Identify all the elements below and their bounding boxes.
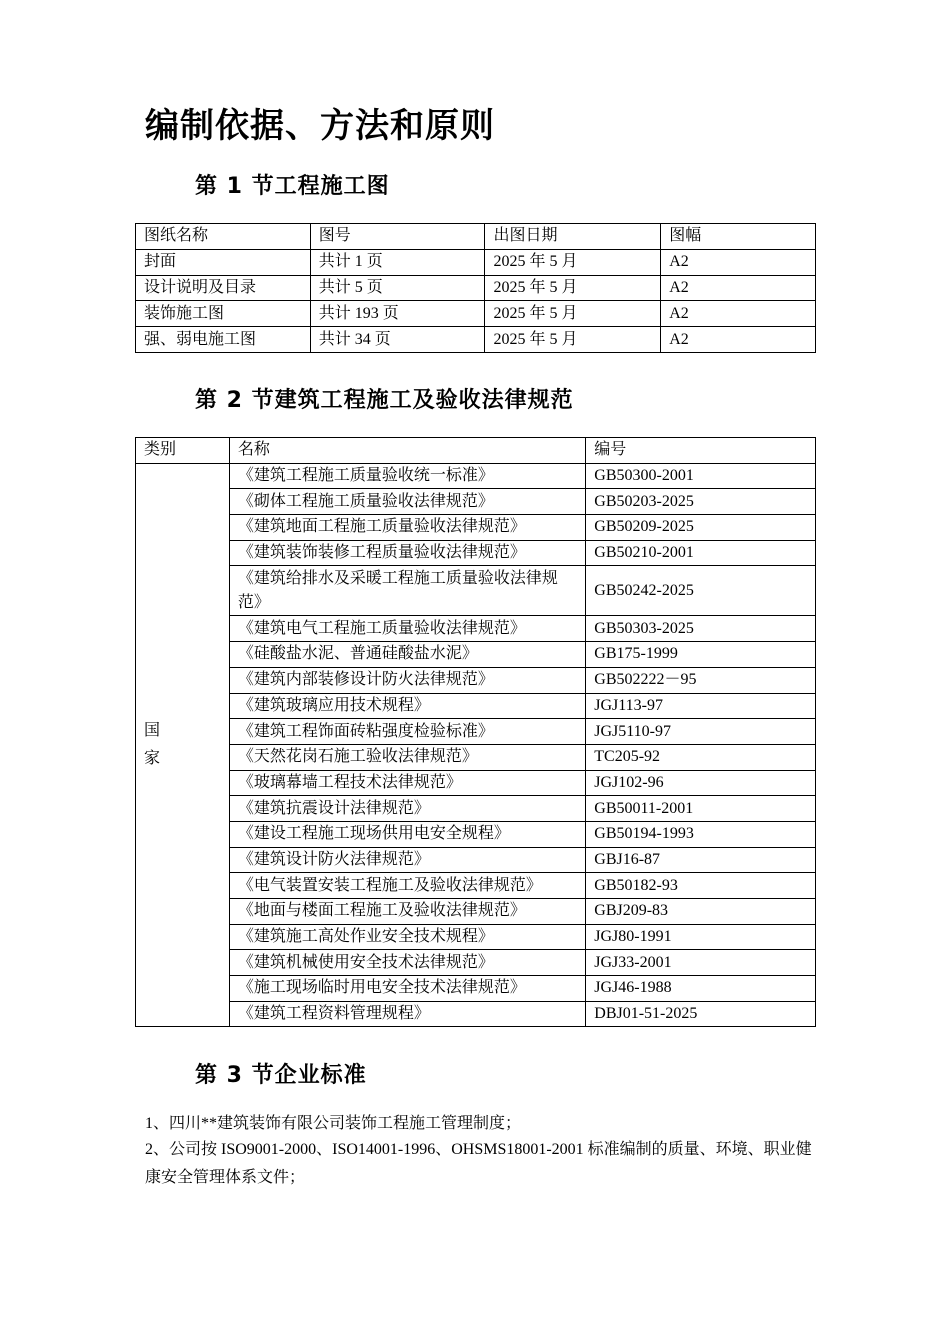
table-row — [136, 249, 816, 275]
table-row — [136, 873, 816, 899]
drawing-number-cell: 共计 1 页 — [310, 249, 485, 275]
table-row — [136, 327, 816, 353]
standard-code-cell: GB50209-2025 — [586, 515, 816, 541]
standard-code-cell: JGJ5110-97 — [586, 719, 816, 745]
drawing-name-cell: 设计说明及目录 — [136, 275, 311, 301]
drawing-number-cell: 共计 193 页 — [310, 301, 485, 327]
standard-code-cell: DBJ01-51-2025 — [586, 1001, 816, 1027]
standard-name-cell: 《建筑工程饰面砖粘强度检验标准》 — [229, 719, 585, 745]
standard-code-cell: GB50182-93 — [586, 873, 816, 899]
category-char: 家 — [144, 750, 161, 768]
standard-name-cell: 《建筑装饰装修工程质量验收法律规范》 — [229, 540, 585, 566]
standard-code-cell: GB50011-2001 — [586, 796, 816, 822]
table-row — [136, 719, 816, 745]
enterprise-standard-item: 2、公司按 ISO9001-2000、ISO14001-1996、OHSMS18001-2001 标准编制的质量、环境、职业健康安全管理体系文件； — [145, 1141, 812, 1186]
header-cell: 图幅 — [661, 224, 816, 250]
enterprise-standard-item: 1、四川**建筑装饰有限公司装饰工程施工管理制度； — [145, 1115, 522, 1132]
standard-name-cell: 《建筑地面工程施工质量验收法律规范》 — [229, 515, 585, 541]
standard-code-cell: GB50203-2025 — [586, 489, 816, 515]
drawing-date-cell: 2025 年 5 月 — [485, 275, 661, 301]
table-row — [136, 667, 816, 693]
table-row — [136, 744, 816, 770]
table-row — [136, 463, 816, 489]
drawing-size-cell: A2 — [661, 301, 816, 327]
header-cell: 图号 — [310, 224, 485, 250]
standard-code-cell: JGJ102-96 — [586, 770, 816, 796]
drawing-size-cell: A2 — [661, 249, 816, 275]
standard-code-cell: GB50300-2001 — [586, 463, 816, 489]
standard-code-cell: TC205-92 — [586, 744, 816, 770]
standard-name-cell: 《电气装置安装工程施工及验收法律规范》 — [229, 873, 585, 899]
standard-name-cell: 《建筑玻璃应用技术规程》 — [229, 693, 585, 719]
table-row — [136, 540, 816, 566]
standard-name-cell: 《建筑给排水及采暖工程施工质量验收法律规范》 — [229, 566, 585, 616]
standard-code-cell: GB502222－95 — [586, 667, 816, 693]
table-row — [136, 642, 816, 668]
category-cell — [136, 463, 230, 1027]
standard-name-cell: 《建筑电气工程施工质量验收法律规范》 — [229, 616, 585, 642]
section-1-title: 第 1 节工程施工图 — [195, 174, 390, 199]
table-row — [136, 976, 816, 1002]
standard-name-cell: 《建设工程施工现场供用电安全规程》 — [229, 821, 585, 847]
drawing-size-cell: A2 — [661, 275, 816, 301]
standard-code-cell: GB50303-2025 — [586, 616, 816, 642]
table-row — [136, 796, 816, 822]
table-row — [136, 515, 816, 541]
standards-table — [135, 437, 816, 1027]
standard-name-cell: 《建筑内部装修设计防火法律规范》 — [229, 667, 585, 693]
header-cell: 图纸名称 — [136, 224, 311, 250]
standard-name-cell: 《建筑设计防火法律规范》 — [229, 847, 585, 873]
drawing-name-cell: 封面 — [136, 249, 311, 275]
section-3-title: 第 3 节企业标准 — [195, 1063, 367, 1088]
standard-code-cell: JGJ33-2001 — [586, 950, 816, 976]
drawing-name-cell: 强、弱电施工图 — [136, 327, 311, 353]
table-header-row — [136, 224, 816, 250]
table-row — [136, 566, 816, 616]
table-row — [136, 770, 816, 796]
table-row — [136, 489, 816, 515]
standard-name-cell: 《建筑抗震设计法律规范》 — [229, 796, 585, 822]
standard-name-cell: 《建筑施工高处作业安全技术规程》 — [229, 924, 585, 950]
standard-name-cell: 《建筑机械使用安全技术法律规范》 — [229, 950, 585, 976]
drawing-date-cell: 2025 年 5 月 — [485, 249, 661, 275]
standard-code-cell: JGJ113-97 — [586, 693, 816, 719]
standard-name-cell: 《建筑工程资料管理规程》 — [229, 1001, 585, 1027]
header-cell: 类别 — [136, 438, 230, 464]
standard-code-cell: GB50194-1993 — [586, 821, 816, 847]
standard-code-cell: JGJ46-1988 — [586, 976, 816, 1002]
table-header-row — [136, 438, 816, 464]
drawing-size-cell: A2 — [661, 327, 816, 353]
standard-name-cell: 《砌体工程施工质量验收法律规范》 — [229, 489, 585, 515]
standard-name-cell: 《玻璃幕墙工程技术法律规范》 — [229, 770, 585, 796]
drawing-number-cell: 共计 5 页 — [310, 275, 485, 301]
table-row — [136, 847, 816, 873]
table-row — [136, 924, 816, 950]
standard-name-cell: 《地面与楼面工程施工及验收法律规范》 — [229, 899, 585, 925]
standard-code-cell: GBJ209-83 — [586, 899, 816, 925]
header-cell: 出图日期 — [485, 224, 661, 250]
standard-code-cell: GB50210-2001 — [586, 540, 816, 566]
standard-name-cell: 《施工现场临时用电安全技术法律规范》 — [229, 976, 585, 1002]
table-row — [136, 693, 816, 719]
standard-name-cell: 《硅酸盐水泥、普通硅酸盐水泥》 — [229, 642, 585, 668]
document-title: 编制依据、方法和原则 — [145, 106, 495, 146]
table-row — [136, 275, 816, 301]
standard-code-cell: GB50242-2025 — [586, 566, 816, 616]
section-2-title: 第 2 节建筑工程施工及验收法律规范 — [195, 388, 574, 413]
category-char: 国 — [144, 722, 161, 740]
drawing-number-cell: 共计 34 页 — [310, 327, 485, 353]
table-row — [136, 821, 816, 847]
drawings-table — [135, 223, 816, 353]
table-row — [136, 1001, 816, 1027]
table-row — [136, 616, 816, 642]
table-row — [136, 950, 816, 976]
standard-name-cell: 《天然花岗石施工验收法律规范》 — [229, 744, 585, 770]
header-cell: 编号 — [586, 438, 816, 464]
table-row — [136, 899, 816, 925]
drawing-name-cell: 装饰施工图 — [136, 301, 311, 327]
header-cell: 名称 — [229, 438, 585, 464]
standard-code-cell: GBJ16-87 — [586, 847, 816, 873]
standard-code-cell: GB175-1999 — [586, 642, 816, 668]
standard-name-cell: 《建筑工程施工质量验收统一标准》 — [229, 463, 585, 489]
drawing-date-cell: 2025 年 5 月 — [485, 301, 661, 327]
standard-code-cell: JGJ80-1991 — [586, 924, 816, 950]
table-row — [136, 301, 816, 327]
drawing-date-cell: 2025 年 5 月 — [485, 327, 661, 353]
